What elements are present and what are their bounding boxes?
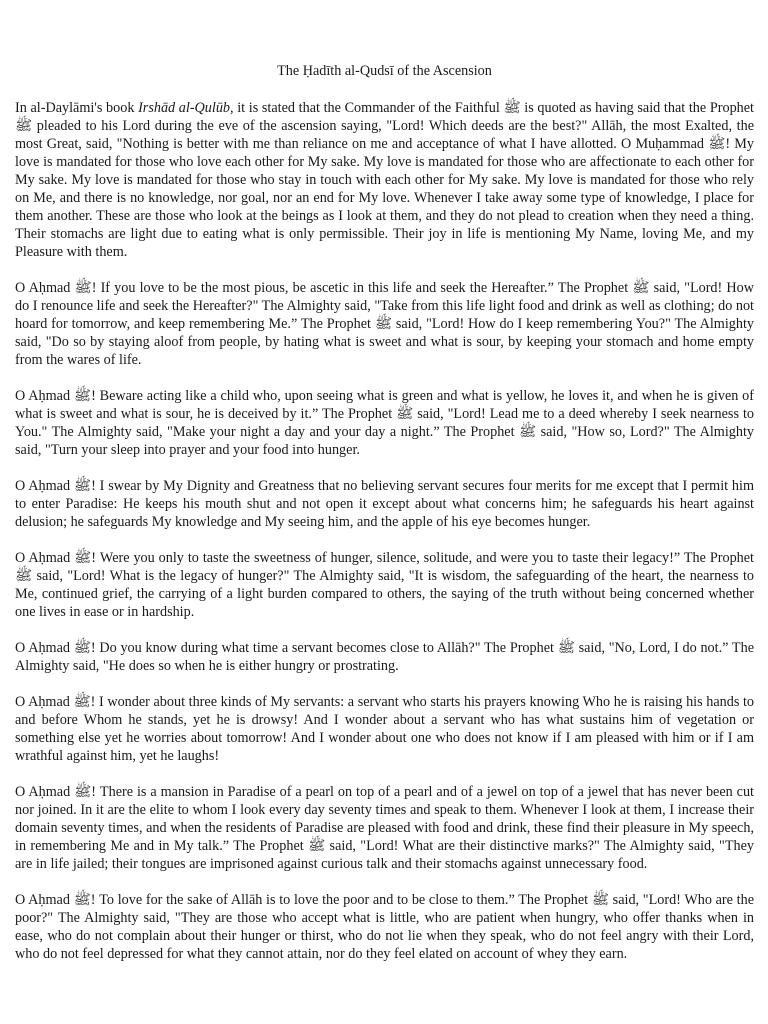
document-page (15, 62, 754, 981)
paragraph: O Aḥmad ﷺ! If you love to be the most pious, be ascetic in this life and seek the Hereafter.” The Prophet ﷺ said, "Lord! How do I renounce life and seek the Hereafter?" The Almighty said, "Take from this life light food and drink as well as clothing; do not hoard for tomorrow, and keep remembering Me.” The Prophet ﷺ said, "Lord! How do I keep remembering You?" The Almighty said, "Do so by staying aloof from people, by hating what is sweet and what is sour, by keeping your stomach and home empty from the wares of life. (15, 280, 754, 368)
paragraph: O Aḥmad ﷺ! I swear by My Dignity and Greatness that no believing servant secures four merits for me except that I permit him to enter Paradise: He keeps his mouth shut and not open it except about what concerns him; he safeguards his heart against delusion; he safeguards My knowledge and My seeing him, and the apple of his eye becomes hunger. (15, 478, 754, 530)
paragraph: O Aḥmad ﷺ! There is a mansion in Paradise of a pearl on top of a pearl and of a jewel on top of a jewel that has never been cut nor joined. In it are the elite to whom I look every day seventy times and speak to them. Whenever I look at them, I increase their domain seventy times, and when the residents of Paradise are pleased with food and drink, these find their pleasure in My speech, in remembering Me and in My talk.” The Prophet ﷺ said, "Lord! What are their distinctive marks?" The Almighty said, "They are in life jailed; their tongues are imprisoned against curious talk and their stomachs against unnecessary food. (15, 784, 755, 872)
document-title: The Ḥadīth al-Qudsī of the Ascension (277, 63, 492, 79)
intro-paragraph (15, 99, 754, 261)
paragraph: O Aḥmad ﷺ! To love for the sake of Allāh is to love the poor and to be close to them.” The Prophet ﷺ said, "Lord! Who are the poor?" The Almighty said, "They are those who accept what is little, who are patient when hungry, who offer thanks when in ease, who do not complain about their hunger or thirst, who do not lie when they speak, who do not feel angry with their Lord, who do not feel depressed for what they cannot attain, nor do they feel elated on account of whey they earn. (15, 892, 754, 962)
paragraph: O Aḥmad ﷺ! Were you only to taste the sweetness of hunger, silence, solitude, and were you to taste their legacy!” The Prophet ﷺ said, "Lord! What is the legacy of hunger?" The Almighty said, "It is wisdom, the safeguarding of the heart, the nearness to Me, continued grief, the carrying of a light burden compared to others, the saying of the truth without being concerned whether one lives in ease or in hardship. (15, 550, 754, 620)
paragraph: O Aḥmad ﷺ! I wonder about three kinds of My servants: a servant who starts his prayers knowing Who he is raising his hands to and before Whom he stands, yet he is drowsy! And I wonder about a servant who has what sustains him of vegetation or something else yet he worries about tomorrow! And I wonder about one who does not know if I am pleased with him or if I am wrathful against him, yet he laughs! (15, 694, 755, 764)
book-title: Irshād al-Qulūb (138, 100, 231, 116)
paragraph: O Aḥmad ﷺ! Do you know during what time a servant becomes close to Allāh?" The Prophet ﷺ said, "No, Lord, I do not.” The Almighty said, "He does so when he is either hungry or prostrating. (15, 640, 754, 674)
paragraph: O Aḥmad ﷺ! Beware acting like a child who, upon seeing what is green and what is yellow, he loves it, and when he is given of what is sweet and what is sour, he is deceived by it.” The Prophet ﷺ said, "Lord! Lead me to a deed whereby I seek nearness to You." The Almighty said, "Make your night a day and your day a night.” The Prophet ﷺ said, "How so, Lord?" The Almighty said, "Turn your sleep into prayer and your food into hunger. (15, 388, 754, 458)
intro-text-start: In al-Daylāmi's book (15, 100, 139, 116)
intro-text-rest: , it is stated that the Commander of the Faithful ﷺ is quoted as having said that the Prophet ﷺ pleaded to his Lord during the eve of the ascension saying, "Lord! Which deeds are the best?" Allāh, the most Exalted, the most Great, said, "Nothing is better with me than reliance on me and acceptance of what I have allotted. O Muḥammad ﷺ! My love is mandated for those who love each other for My sake. My love is mandated for those who are affectionate to each other for My sake. My love is mandated for those who stay in touch with each other for My sake. My love is mandated for those who rely on Me, and there is no knowledge, nor goal, nor an end for My love. Whenever I take away some type of knowledge, I place for them another. These are those who look at the beings as I look at them, and they do not plead to creation when they need a thing. Their stomachs are light due to eating what is only permissible. Their joy in life is mentioning My Name, loving Me, and my Pleasure with them. (15, 100, 754, 260)
